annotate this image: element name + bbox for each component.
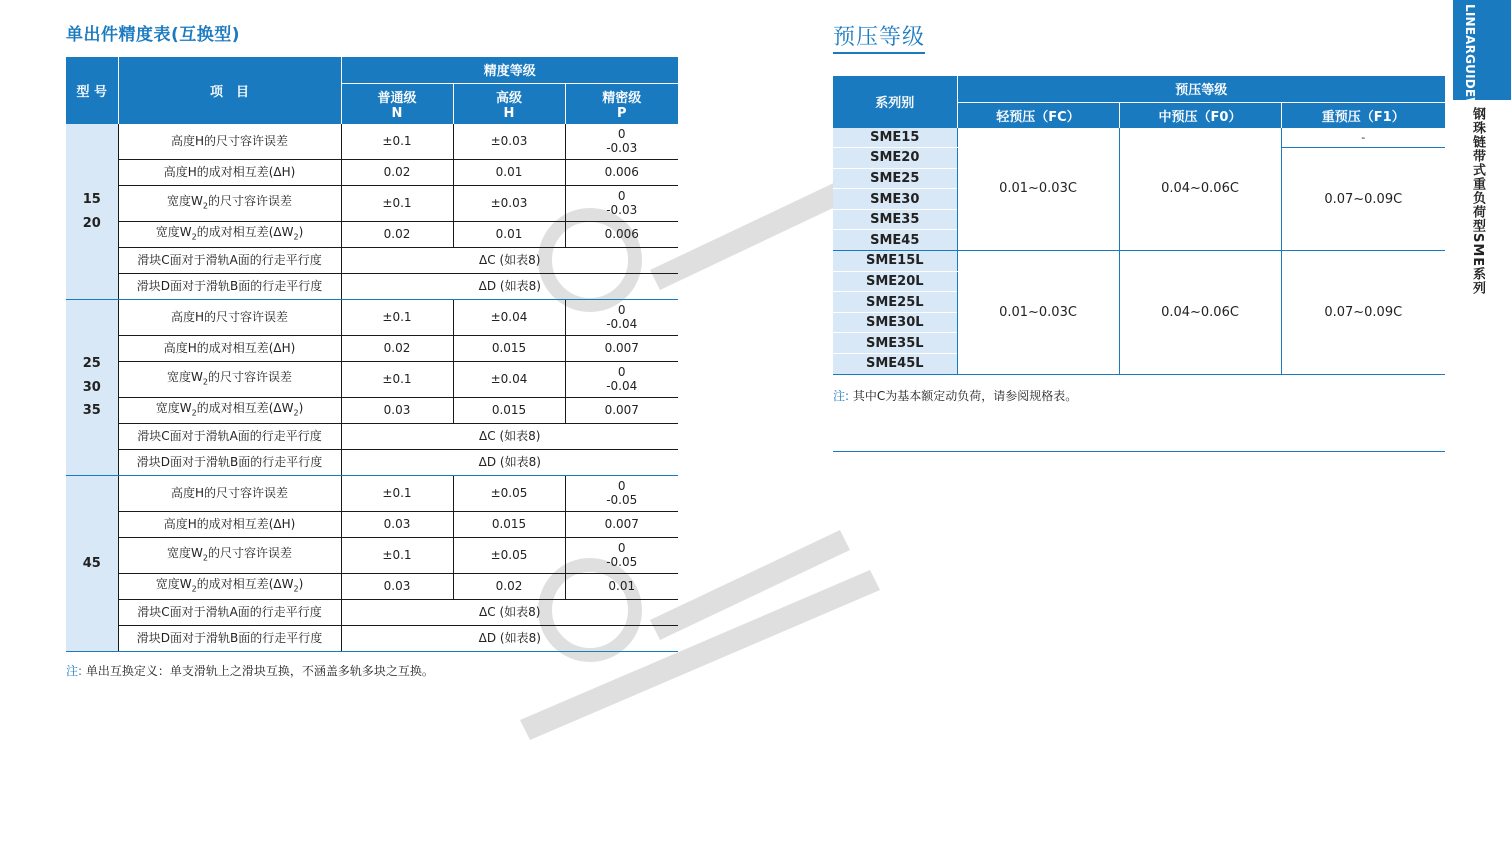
table-row [66, 336, 678, 362]
table-row [66, 424, 678, 450]
table-row [66, 222, 678, 248]
side-vertical-title: 钢珠链带式重负荷型SME系列 [1470, 107, 1485, 296]
series-cell: SME20 [833, 148, 957, 169]
table-row [66, 538, 678, 574]
value-n: 0.02 [341, 160, 453, 186]
precision-table-title: 单出件精度表(互换型) [66, 25, 241, 45]
col-header-model: 型 号 [66, 57, 118, 124]
value-p: 0 -0.03 [565, 124, 678, 160]
table-row [66, 600, 678, 626]
value-n: ±0.1 [341, 476, 453, 512]
table-row [66, 274, 678, 300]
table-row [66, 186, 678, 222]
preload-title: 预压等级 [833, 20, 925, 54]
table-row [66, 124, 678, 160]
series-cell: SME30 [833, 189, 957, 210]
col-header-grade-n: 普通级 N [341, 83, 453, 124]
series-cell: SME15 [833, 128, 957, 148]
precision-table [66, 57, 678, 652]
value-fc: 0.01~0.03C [957, 251, 1119, 375]
value-p: 0.006 [565, 222, 678, 248]
item-label: 宽度$W_2$的尺寸容许误差 [118, 362, 341, 398]
col-header-preload-group: 预压等级 [957, 76, 1445, 102]
table-row [833, 251, 1445, 272]
col-header-fc: 轻预压（FC） [957, 102, 1119, 128]
table-row [66, 450, 678, 476]
item-label: 宽度$W_2$的尺寸容许误差 [118, 186, 341, 222]
col-header-grade-p: 精密级 P [565, 83, 678, 124]
value-f1: 0.07~0.09C [1281, 148, 1445, 251]
value-n: 0.02 [341, 336, 453, 362]
section-divider [833, 451, 1445, 452]
series-cell: SME15L [833, 251, 957, 272]
value-n: 0.03 [341, 512, 453, 538]
table-row [66, 362, 678, 398]
item-label: 高度H的尺寸容许误差 [118, 300, 341, 336]
table-row [833, 128, 1445, 148]
value-h: 0.015 [453, 512, 565, 538]
value-p: 0 -0.04 [565, 362, 678, 398]
item-label: 高度H的成对相互差(ΔH) [118, 336, 341, 362]
table-row [66, 512, 678, 538]
col-header-f1: 重预压（F1） [1281, 102, 1445, 128]
value-n: ±0.1 [341, 538, 453, 574]
item-label: 高度H的成对相互差(ΔH) [118, 160, 341, 186]
series-cell: SME45 [833, 230, 957, 251]
item-label: 滑块D面对于滑轨B面的行走平行度 [118, 274, 341, 300]
value-n: ±0.1 [341, 186, 453, 222]
table-row [66, 574, 678, 600]
table-row [66, 398, 678, 424]
value-n: 0.02 [341, 222, 453, 248]
value-h: ±0.04 [453, 300, 565, 336]
col-header-f0: 中预压（F0） [1119, 102, 1281, 128]
table-row [66, 476, 678, 512]
value-n: ±0.1 [341, 124, 453, 160]
value-p: 0.006 [565, 160, 678, 186]
value-merged: ΔC (如表8) [341, 248, 678, 274]
value-h: 0.015 [453, 336, 565, 362]
value-f0: 0.04~0.06C [1119, 251, 1281, 375]
value-h: 0.02 [453, 574, 565, 600]
table-row [66, 626, 678, 652]
item-label: 滑块D面对于滑轨B面的行走平行度 [118, 450, 341, 476]
precision-note: 注: 单出互换定义：单支滑轨上之滑块互换，不涵盖多轨多块之互换。 [66, 664, 434, 678]
series-cell: SME45L [833, 354, 957, 375]
value-h: 0.01 [453, 160, 565, 186]
item-label: 滑块C面对于滑轨A面的行走平行度 [118, 424, 341, 450]
value-p: 0 -0.05 [565, 476, 678, 512]
value-f1: 0.07~0.09C [1281, 251, 1445, 375]
value-p: 0 -0.04 [565, 300, 678, 336]
value-merged: ΔC (如表8) [341, 424, 678, 450]
col-header-series: 系列别 [833, 76, 957, 128]
table-row [66, 160, 678, 186]
series-cell: SME35L [833, 333, 957, 354]
series-cell: SME20L [833, 271, 957, 292]
col-header-item: 项 目 [118, 57, 341, 124]
value-p: 0.007 [565, 512, 678, 538]
item-label: 滑块C面对于滑轨A面的行走平行度 [118, 600, 341, 626]
value-p: 0.007 [565, 336, 678, 362]
value-h: ±0.05 [453, 538, 565, 574]
value-f0: 0.04~0.06C [1119, 128, 1281, 251]
value-p: 0 -0.03 [565, 186, 678, 222]
side-category-tab[interactable] [1453, 0, 1511, 128]
value-h: 0.01 [453, 222, 565, 248]
series-cell: SME30L [833, 312, 957, 333]
value-n: 0.03 [341, 398, 453, 424]
value-p: 0 -0.05 [565, 538, 678, 574]
item-label: 滑块C面对于滑轨A面的行走平行度 [118, 248, 341, 274]
table-row [66, 248, 678, 274]
item-label: 宽度$W_2$的成对相互差$(\Delta W_2)$ [118, 398, 341, 424]
value-f1-dash: - [1281, 128, 1445, 148]
preload-note: 注: 其中C为基本额定动负荷，请参阅规格表。 [833, 389, 1078, 403]
value-h: ±0.05 [453, 476, 565, 512]
item-label: 高度H的成对相互差(ΔH) [118, 512, 341, 538]
value-merged: ΔD (如表8) [341, 626, 678, 652]
value-p: 0.01 [565, 574, 678, 600]
model-cell: 15 20 [66, 124, 118, 300]
item-label: 宽度$W_2$的尺寸容许误差 [118, 538, 341, 574]
col-header-grade-h: 高级 H [453, 83, 565, 124]
value-n: ±0.1 [341, 362, 453, 398]
value-h: ±0.03 [453, 186, 565, 222]
item-label: 宽度$W_2$的成对相互差$(\Delta W_2)$ [118, 574, 341, 600]
side-tab-label: LINEARGUIDEWAY [1463, 4, 1477, 128]
table-row [66, 300, 678, 336]
series-cell: SME25L [833, 292, 957, 313]
value-merged: ΔD (如表8) [341, 450, 678, 476]
item-label: 滑块D面对于滑轨B面的行走平行度 [118, 626, 341, 652]
value-n: 0.03 [341, 574, 453, 600]
item-label: 高度H的尺寸容许误差 [118, 124, 341, 160]
model-cell: 25 30 35 [66, 300, 118, 476]
item-label: 高度H的尺寸容许误差 [118, 476, 341, 512]
model-cell: 45 [66, 476, 118, 652]
series-cell: SME25 [833, 168, 957, 189]
value-merged: ΔD (如表8) [341, 274, 678, 300]
item-label: 宽度$W_2$的成对相互差$(\Delta W_2)$ [118, 222, 341, 248]
preload-table [833, 76, 1445, 375]
series-cell: SME35 [833, 209, 957, 230]
value-p: 0.007 [565, 398, 678, 424]
value-n: ±0.1 [341, 300, 453, 336]
value-merged: ΔC (如表8) [341, 600, 678, 626]
value-h: ±0.03 [453, 124, 565, 160]
value-h: 0.015 [453, 398, 565, 424]
value-fc: 0.01~0.03C [957, 128, 1119, 251]
value-h: ±0.04 [453, 362, 565, 398]
col-header-grade-group: 精度等级 [341, 57, 678, 83]
